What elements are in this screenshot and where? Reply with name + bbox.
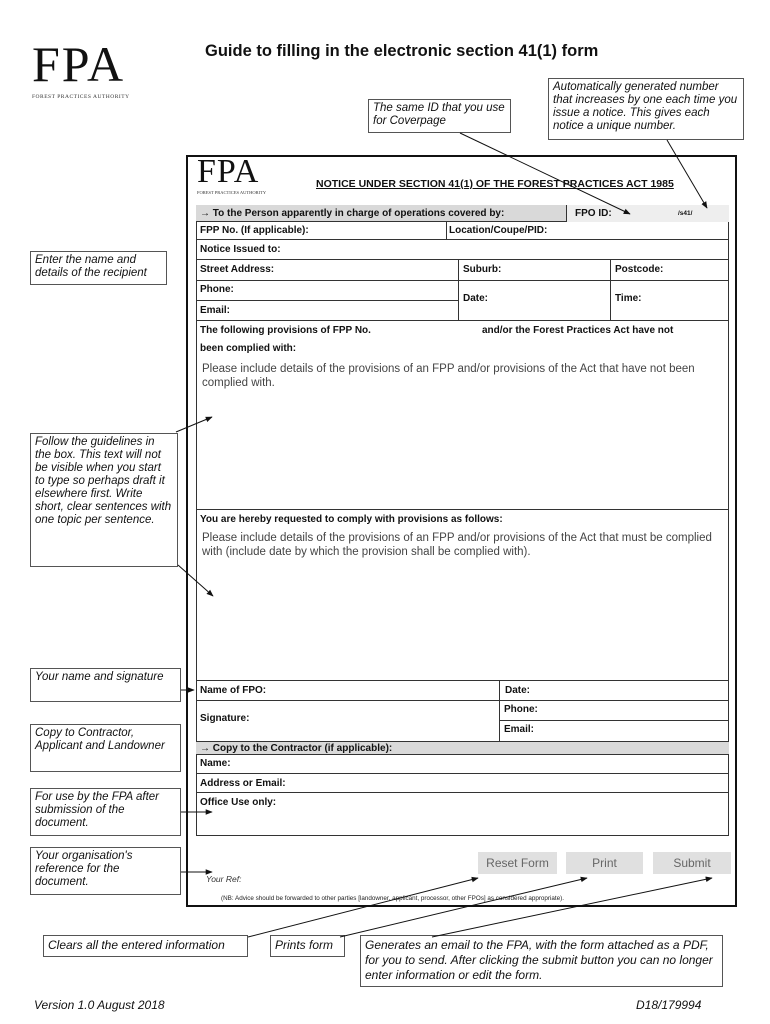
contractor-name-label: Name: [200,758,231,769]
fpo-id-suffix: /s41/ [678,210,693,217]
postcode-label: Postcode: [615,264,664,275]
fpo-date-label: Date: [505,685,531,696]
arrow-clears [248,878,478,937]
date-label: Date: [463,293,489,304]
fpp-no-label: FPP No. (If applicable): [200,225,309,236]
version-text: Version 1.0 August 2018 [34,998,165,1012]
callout-clears: Clears all the entered information [43,935,248,957]
print-button[interactable]: Print [566,852,643,874]
logo-subtitle: FOREST PRACTICES AUTHORITY [32,94,130,100]
arrow-prints [340,878,587,937]
office-use-label: Office Use only: [200,797,277,808]
callout-fpa-use: For use by the FPA after submission of the document. [30,788,181,836]
form-logo-text: FPA [197,153,260,190]
address-email-label: Address or Email: [200,778,286,789]
your-ref-label: Your Ref: [206,874,242,884]
callout-copy-contractor: Copy to Contractor, Applicant and Landowner [30,724,181,772]
provisions-label-b: and/or the Forest Practices Act have not [482,325,674,336]
location-label: Location/Coupe/PID: [449,225,548,236]
arrow-guidelines-2 [178,565,213,596]
callout-same-id: The same ID that you use for Coverpage [368,99,511,133]
form-title: NOTICE UNDER SECTION 41(1) OF THE FOREST PRACTICES ACT 1985 [316,178,674,190]
arrow-guidelines [176,417,212,432]
callout-generates: Generates an email to the FPA, with the form attached as a PDF, for you to send. After clicking the submit button you can no longer enter information or edit the form. [360,935,723,987]
street-label: Street Address: [200,264,275,275]
email-label: Email: [200,305,231,316]
provisions-label-line2: been complied with: [200,343,297,354]
arrow-generates [432,878,712,937]
callout-recipient: Enter the name and details of the recipient [30,251,167,285]
copy-contractor-label: → Copy to the Contractor (if applicable): [200,743,393,754]
callout-name-signature: Your name and signature [30,668,181,702]
time-label: Time: [615,293,642,304]
reset-form-button[interactable]: Reset Form [478,852,557,874]
callout-guidelines: Follow the guidelines in the box. This text will not be visible when you start to type so perhaps draft it elsewhere first. Write short, clear sentences with one topic per sentence. [30,433,178,567]
provisions-hint: Please include details of the provisions of an FPP and/or provisions of the Act that have not been complied with. [202,363,695,389]
provisions-label-a: The following provisions of FPP No. [200,325,371,336]
nb-note: (NB: Advice should be forwarded to other parties [landowner, applicant, processor, other FPOs] as considered appropriate). [221,895,565,902]
phone-label: Phone: [200,284,234,295]
callout-org-reference: Your organisation's reference for the document. [30,847,181,895]
fpo-email-label: Email: [504,724,535,735]
submit-button[interactable]: Submit [653,852,731,874]
callout-auto-number: Automatically generated number that increases by one each time you issue a notice. This gives each notice a unique number. [548,78,744,140]
fpo-id-label: FPO ID: [575,208,612,219]
arrow-auto-number [667,140,707,208]
requested-hint: Please include details of the provisions of an FPP and/or provisions of the Act that must be complied with (include date by which the provision shall be complied with). [202,532,712,558]
to-person-label: → To the Person apparently in charge of operations covered by: [200,208,505,219]
callout-prints: Prints form [270,935,345,957]
fpo-phone-label: Phone: [504,704,538,715]
requested-label: You are hereby requested to comply with provisions as follows: [200,514,503,525]
arrow-same-id [460,133,630,214]
doc-id-text: D18/179994 [636,998,702,1012]
page-title: Guide to filling in the electronic section 41(1) form [205,42,599,60]
signature-label: Signature: [200,713,250,724]
logo-text: FPA [32,36,126,92]
form-logo-subtitle: FOREST PRACTICES AUTHORITY [197,190,267,195]
fpo-name-label: Name of FPO: [200,685,267,696]
notice-issued-label: Notice Issued to: [200,244,281,255]
suburb-label: Suburb: [463,264,502,275]
